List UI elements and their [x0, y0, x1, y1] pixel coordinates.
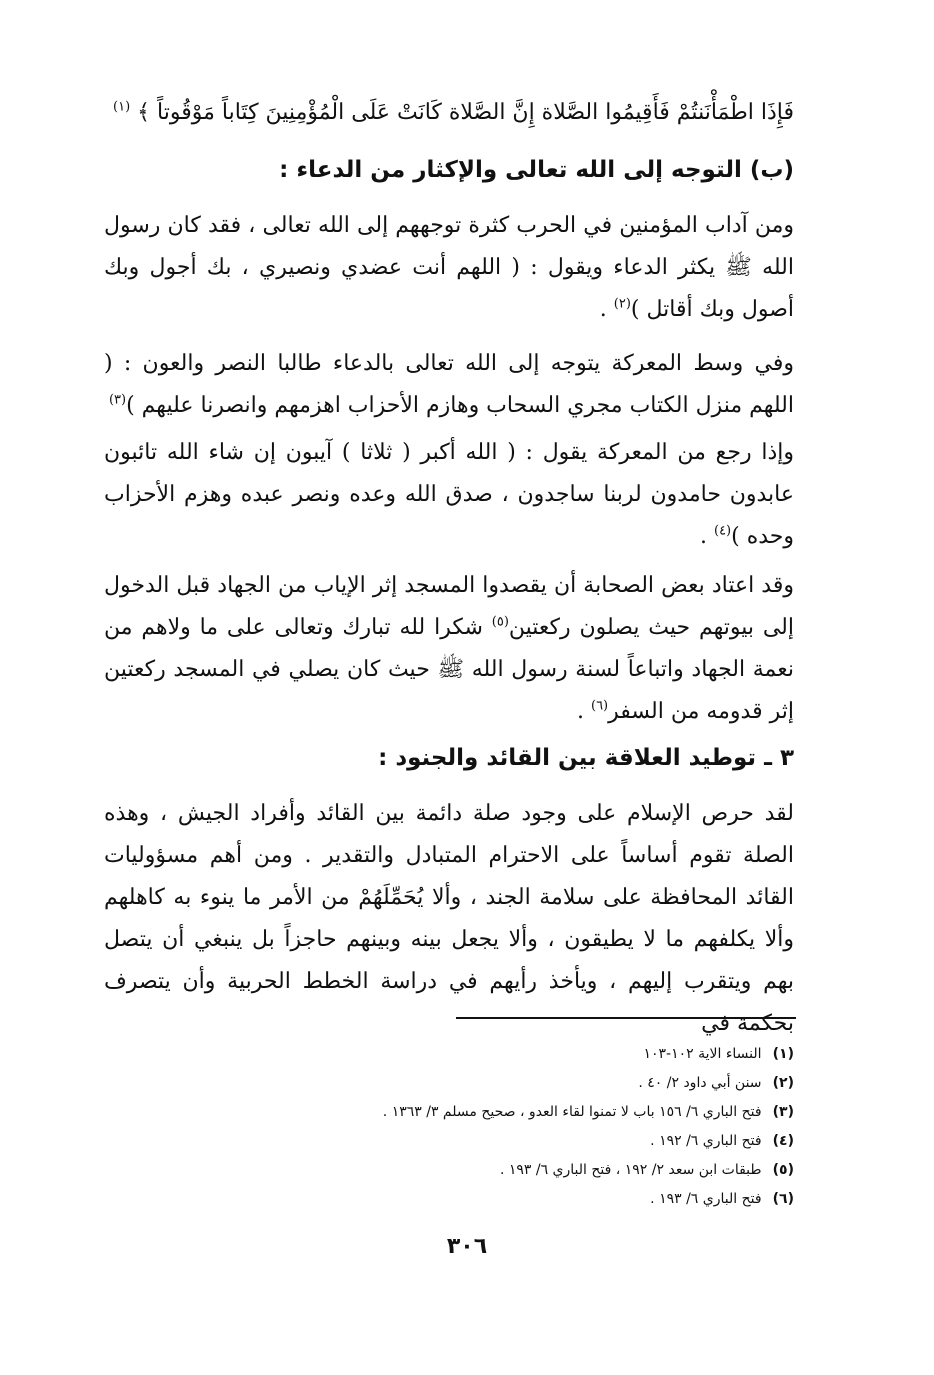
footnote-ref-1: (١)	[113, 99, 131, 115]
footnote-text: فتح الباري ٦/ ١٥٦ باب لا تمنوا لقاء العدو ، صحيح مسلم ٣/ ١٣٦٣ .	[382, 1104, 762, 1120]
footnote-ref-6: (٦)	[590, 698, 609, 714]
footnote-number: (٢)	[772, 1075, 794, 1091]
section-heading-3: ٣ ـ توطيد العلاقة بين القائد والجنود :	[378, 745, 794, 771]
footnote-ref-4: (٤)	[713, 523, 732, 539]
footnote-separator	[456, 1017, 796, 1019]
paragraph-leader-soldiers	[104, 793, 794, 1045]
paragraph-tail: .	[576, 699, 591, 724]
footnote-number: (١)	[772, 1046, 794, 1062]
paragraph-battle-dua	[104, 343, 794, 427]
footnote-ref-2: (٢)	[613, 296, 631, 312]
paragraph-tail: .	[699, 524, 714, 549]
paragraph-text: وإذا رجع من المعركة يقول : ( الله أكبر ( ثلاثا ) آيبون إن شاء الله تائبون عابدون حامدون لربنا ساجدون ، صدق الله وعده ونصر عبده وهزم الأحزاب وحده )	[104, 440, 794, 549]
footnote-text: النساء الاية ١٠٢-١٠٣	[643, 1046, 762, 1062]
footnote-item	[104, 1185, 794, 1214]
footnote-number: (٦)	[772, 1191, 794, 1207]
footnote-item	[104, 1156, 794, 1185]
paragraph-prophet-dua	[104, 205, 794, 331]
paragraph-text: وفي وسط المعركة يتوجه إلى الله تعالى بالدعاء طالبا النصر والعون : ( اللهم منزل الكتاب مجري السحاب وهازم الأحزاب اهزمهم وانصرنا عليهم )	[104, 351, 794, 418]
footnote-text: طبقات ابن سعد ٢/ ١٩٢ ، فتح الباري ٦/ ١٩٣ .	[499, 1162, 762, 1178]
footnote-item	[104, 1040, 794, 1069]
footnotes-list	[104, 1040, 794, 1214]
paragraph-text: لقد حرص الإسلام على وجود صلة دائمة بين القائد وأفراد الجيش ، وهذه الصلة تقوم أساساً على الاحترام المتبادل والتقدير . ومن أهم مسؤوليات القائد المحافظة على سلامة الجند ، وألا يُحَمِّلَهُمْ من الأمر ما ينوء به كاهلهم وألا يكلفهم ما لا يطيقون ، وألا يجعل بينه وبينهم حاجزاً بل ينبغي أن يتصل بهم ويتقرب إليهم ، ويأخذ رأيهم في دراسة الخطط الحربية وأن يتصرف بحكمة في	[104, 801, 795, 1036]
paragraph-text: شكرا لله تبارك وتعالى على ما ولاهم من نعمة الجهاد واتباعاً لسنة رسول الله ﷺ حيث كان يصلي في المسجد ركعتين إثر قدومه من السفر	[104, 615, 794, 724]
footnote-text: فتح الباري ٦/ ١٩٢ .	[650, 1133, 762, 1149]
footnote-item	[104, 1098, 794, 1127]
footnote-ref-3: (٣)	[108, 392, 127, 408]
quran-verse-line	[104, 92, 794, 134]
paragraph-mosque-prayer	[104, 565, 794, 733]
footnote-item	[104, 1069, 794, 1098]
section-heading-b: (ب) التوجه إلى الله تعالى والإكثار من الدعاء :	[279, 157, 794, 183]
footnote-item	[104, 1127, 794, 1156]
quran-verse-text: فَإِذَا اطْمَأْنَنتُمْ فَأَقِيمُوا الصَّلاة إِنَّ الصَّلاة كَانَتْ عَلَى الْمُؤْمِنِينَ كِتَاباً مَوْقُوتاً ﴾	[137, 100, 794, 125]
paragraph-text: ومن آداب المؤمنين في الحرب كثرة توجههم إلى الله تعالى ، فقد كان رسول الله ﷺ يكثر الدعاء ويقول : ( اللهم أنت عضدي ونصيري ، بك أجول وبك أصول وبك أقاتل )	[104, 213, 794, 322]
footnote-number: (٣)	[772, 1104, 794, 1120]
paragraph-tail: .	[599, 297, 614, 322]
paragraph-text: وقد اعتاد بعض الصحابة أن يقصدوا المسجد إثر الإياب من الجهاد قبل الدخول إلى بيوتهم حيث يصلون ركعتين	[104, 573, 794, 640]
footnote-ref-5: (٥)	[491, 614, 509, 630]
footnote-number: (٥)	[772, 1162, 794, 1178]
footnote-text: فتح الباري ٦/ ١٩٣ .	[650, 1191, 762, 1207]
footnote-text: سنن أبي داود ٢/ ٤٠ .	[638, 1075, 762, 1091]
footnote-number: (٤)	[772, 1133, 794, 1149]
page-number: ٣٠٦	[446, 1234, 488, 1259]
paragraph-return-dua	[104, 432, 794, 558]
